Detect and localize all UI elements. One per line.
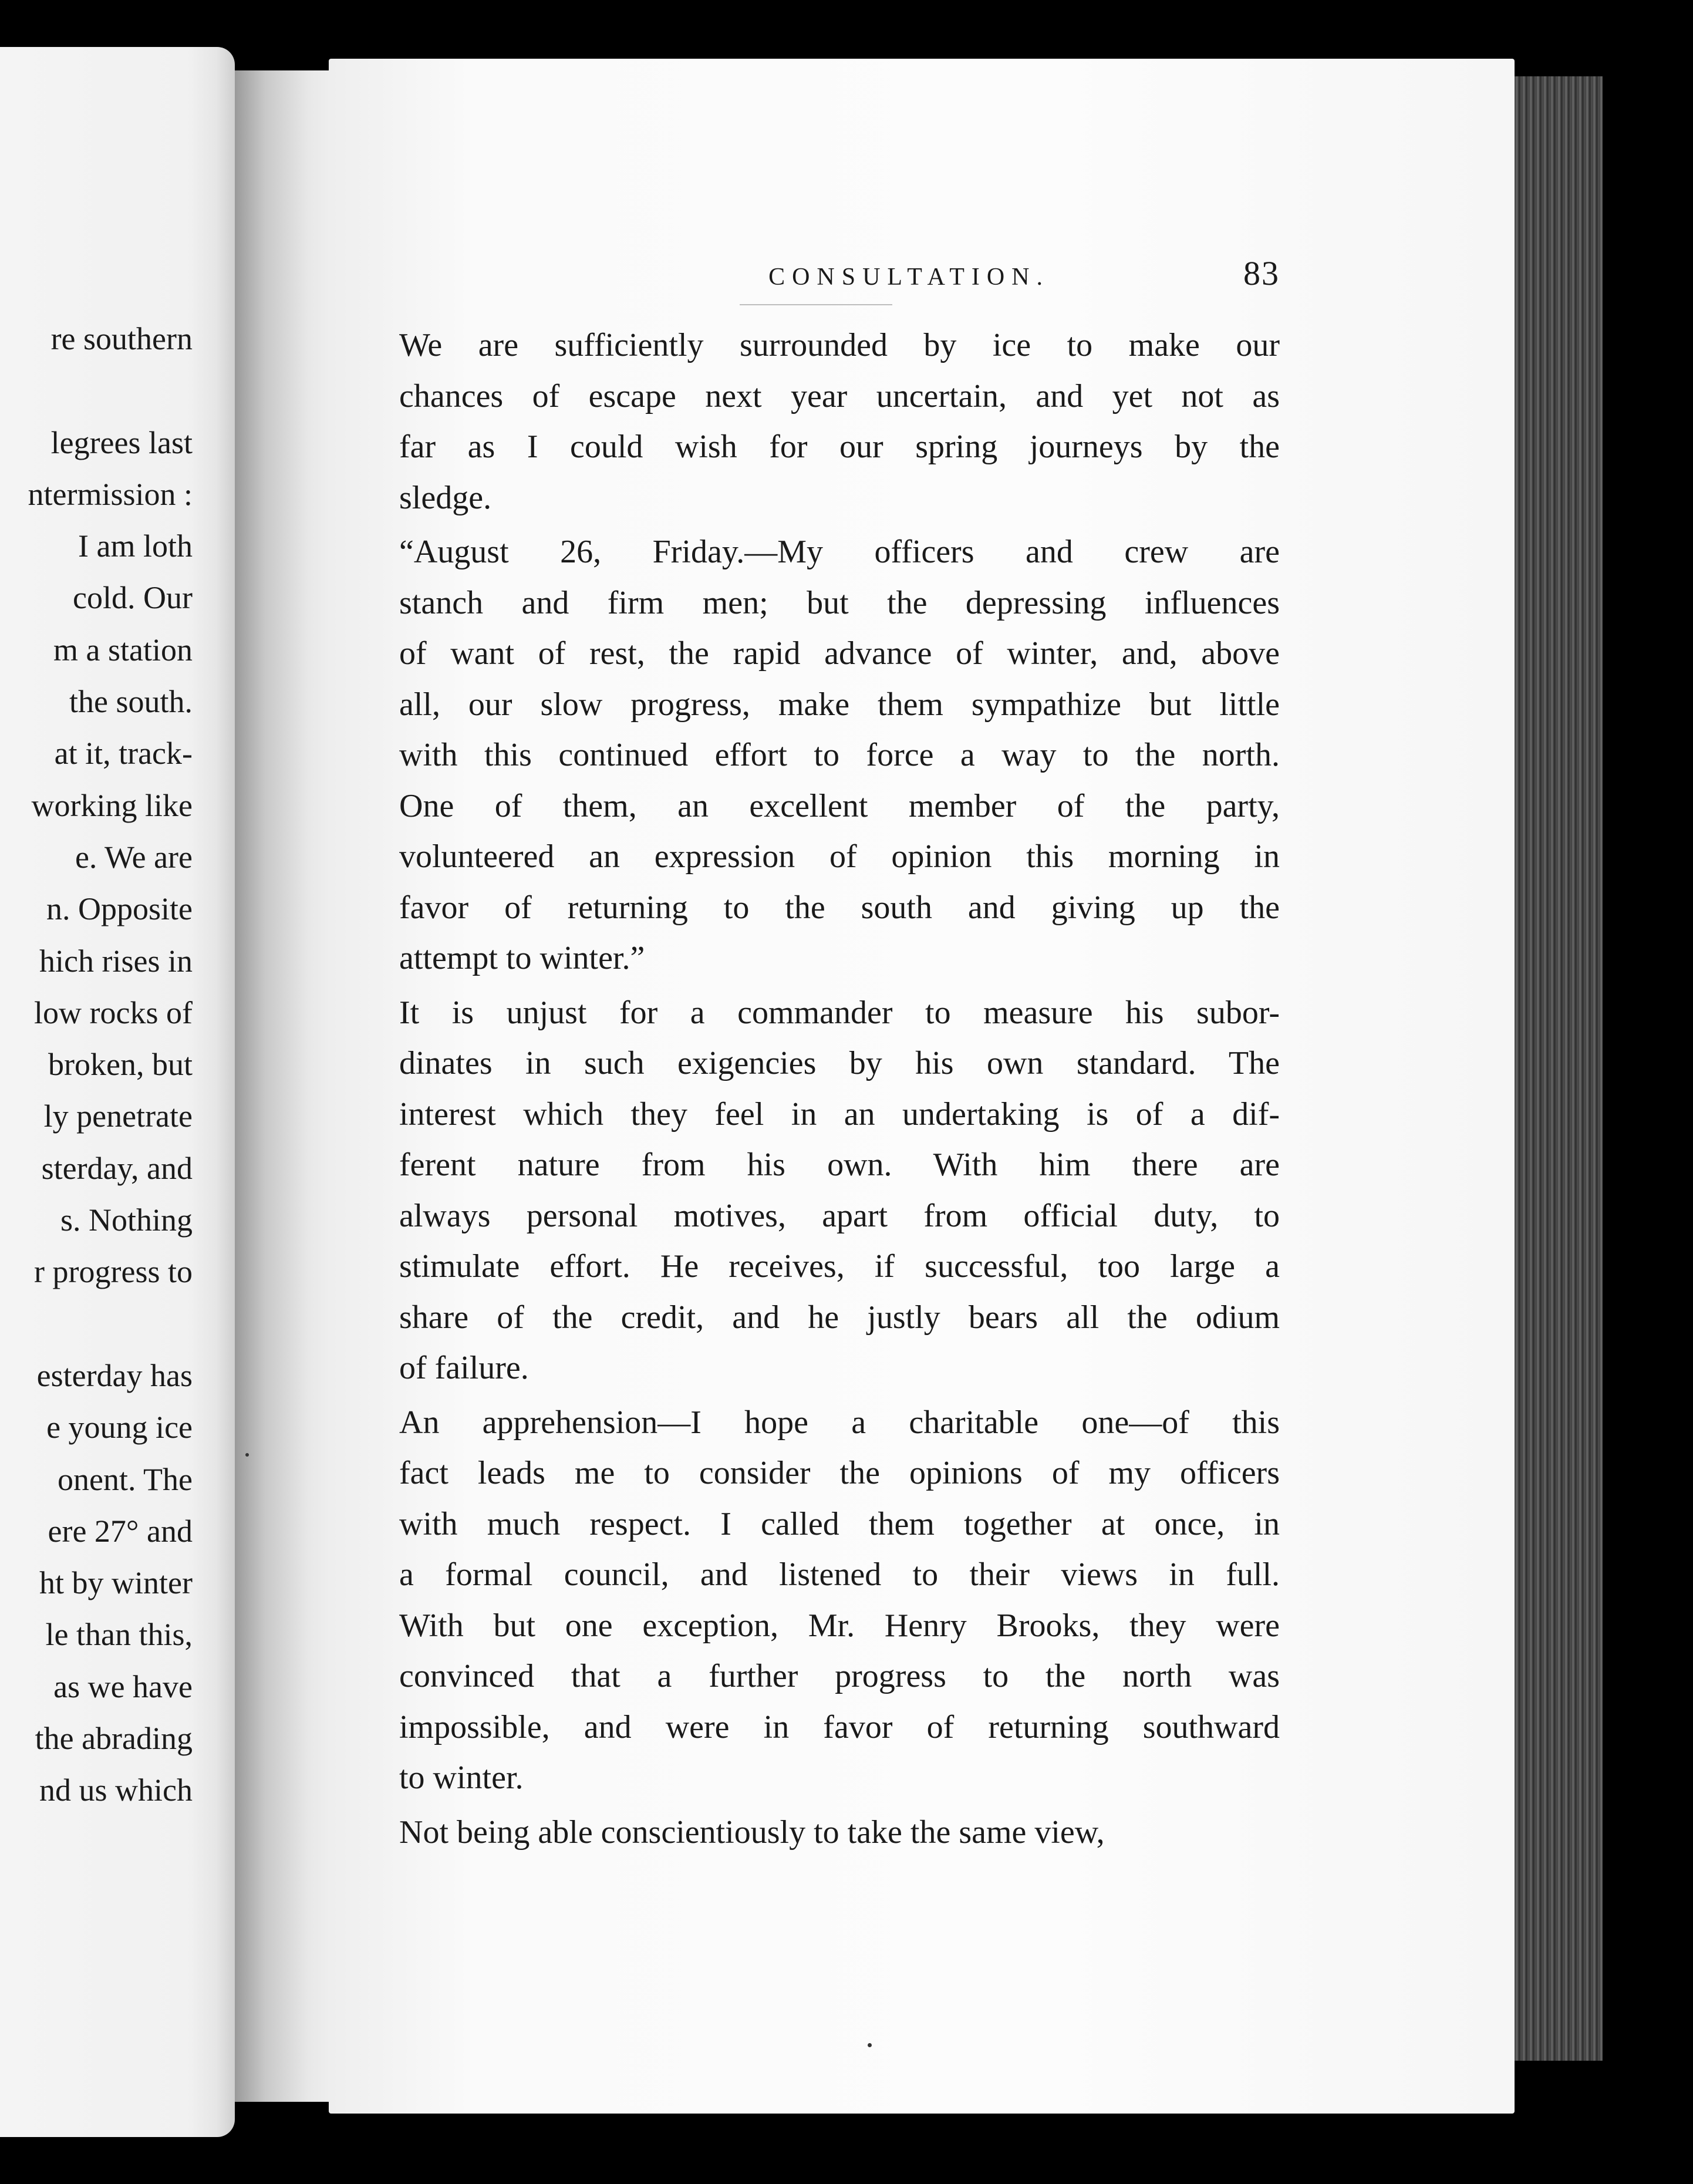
text-line: all, our slow progress, make them sympathize but little [399, 686, 1280, 723]
left-page-line: the south. [69, 684, 193, 720]
paragraph [399, 1397, 1280, 1804]
paragraph [399, 987, 1280, 1394]
left-page-line: at it, track- [54, 736, 193, 771]
text-line: of want of rest, the rapid advance of winter, and, above [399, 635, 1280, 672]
text-line: impossible, and were in favor of returning southward [399, 1708, 1280, 1745]
text-line: convinced that a further progress to the north was [399, 1658, 1280, 1694]
left-page-line: m a station [53, 632, 193, 668]
left-page-line: n. Opposite [46, 891, 193, 927]
text-line: It is unjust for a commander to measure his subor- [399, 994, 1280, 1031]
left-page-line: e young ice [46, 1410, 193, 1445]
left-page-line: low rocks of [34, 995, 193, 1030]
text-line: “August 26, Friday.—My officers and crew are [399, 534, 1280, 570]
text-line: Not being able conscientiously to take the same view, [399, 1814, 1105, 1851]
text-line: An apprehension—I hope a charitable one—of this [399, 1404, 1280, 1441]
text-line: share of the credit, and he justly bears all the odium [399, 1299, 1280, 1336]
book-fore-edge [1515, 76, 1603, 2061]
text-line: dinates in such exigencies by his own standard. The [399, 1045, 1280, 1081]
text-line: far as I could wish for our spring journeys by the [399, 429, 1280, 465]
left-page-line [0, 1298, 193, 1350]
left-page-line: le than this, [45, 1617, 193, 1653]
paragraph [399, 1807, 1280, 1858]
left-page-line: cold. Our [73, 580, 193, 616]
left-page-line: r progress to [34, 1254, 193, 1290]
body-text [399, 320, 1280, 1858]
left-page-line [0, 365, 193, 416]
text-line: of failure. [399, 1350, 529, 1386]
left-page-line: hich rises in [39, 943, 193, 979]
text-line: We are sufficiently surrounded by ice to make our [399, 327, 1280, 363]
text-line: a formal council, and listened to their views in full. [399, 1556, 1280, 1593]
left-page-line: the abrading [35, 1721, 193, 1757]
text-line: stimulate effort. He receives, if successful, too large a [399, 1248, 1280, 1285]
text-line: attempt to winter.” [399, 940, 645, 976]
running-head [399, 254, 1280, 293]
left-page-line: ere 27° and [48, 1513, 193, 1549]
text-line: sledge. [399, 479, 492, 516]
text-line: With but one exception, Mr. Henry Brooks, they were [399, 1607, 1280, 1644]
left-page-line: legrees last [50, 424, 193, 460]
text-line: always personal motives, apart from official duty, to [399, 1197, 1280, 1234]
scan-speck [245, 1453, 249, 1457]
text-line: fact leads me to consider the opinions of my officers [399, 1455, 1280, 1491]
text-line: with much respect. I called them together at once, in [399, 1505, 1280, 1542]
left-page-line: s. Nothing [60, 1202, 193, 1238]
text-line: favor of returning to the south and giving up the [399, 889, 1280, 926]
paragraph [399, 527, 1280, 984]
text-line: interest which they feel in an undertaking is of a dif- [399, 1096, 1280, 1133]
left-page-line: working like [31, 787, 193, 823]
running-title: CONSULTATION. [768, 264, 1050, 291]
left-page-line: I am loth [78, 528, 193, 564]
left-page-line: sterday, and [41, 1150, 193, 1186]
text-line: with this continued effort to force a way to the north. [399, 737, 1280, 773]
left-page-line: ly penetrate [43, 1098, 193, 1134]
left-page-line: nd us which [39, 1772, 193, 1808]
text-line: ferent nature from his own. With him there are [399, 1147, 1280, 1183]
text-line: to winter. [399, 1760, 524, 1796]
left-page-line: re southern [50, 321, 193, 356]
text-line: volunteered an expression of opinion this morning in [399, 838, 1280, 875]
head-rule [740, 304, 892, 305]
paragraph [399, 320, 1280, 523]
left-page-line: esterday has [36, 1357, 193, 1393]
left-page-text [0, 313, 193, 1816]
text-line: stanch and firm men; but the depressing influences [399, 584, 1280, 621]
left-page-line: e. We are [75, 839, 193, 875]
text-line: chances of escape next year uncertain, and yet not as [399, 378, 1280, 414]
left-page-line: onent. The [58, 1461, 193, 1497]
left-page-line: ntermission : [28, 476, 193, 512]
left-page-line: ht by winter [39, 1565, 193, 1601]
left-page-line: broken, but [48, 1047, 193, 1083]
scan-speck [868, 2043, 872, 2047]
text-line: One of them, an excellent member of the party, [399, 787, 1280, 824]
left-page-line: as we have [53, 1669, 193, 1704]
page-number: 83 [1243, 254, 1280, 292]
left-page [0, 47, 235, 2137]
